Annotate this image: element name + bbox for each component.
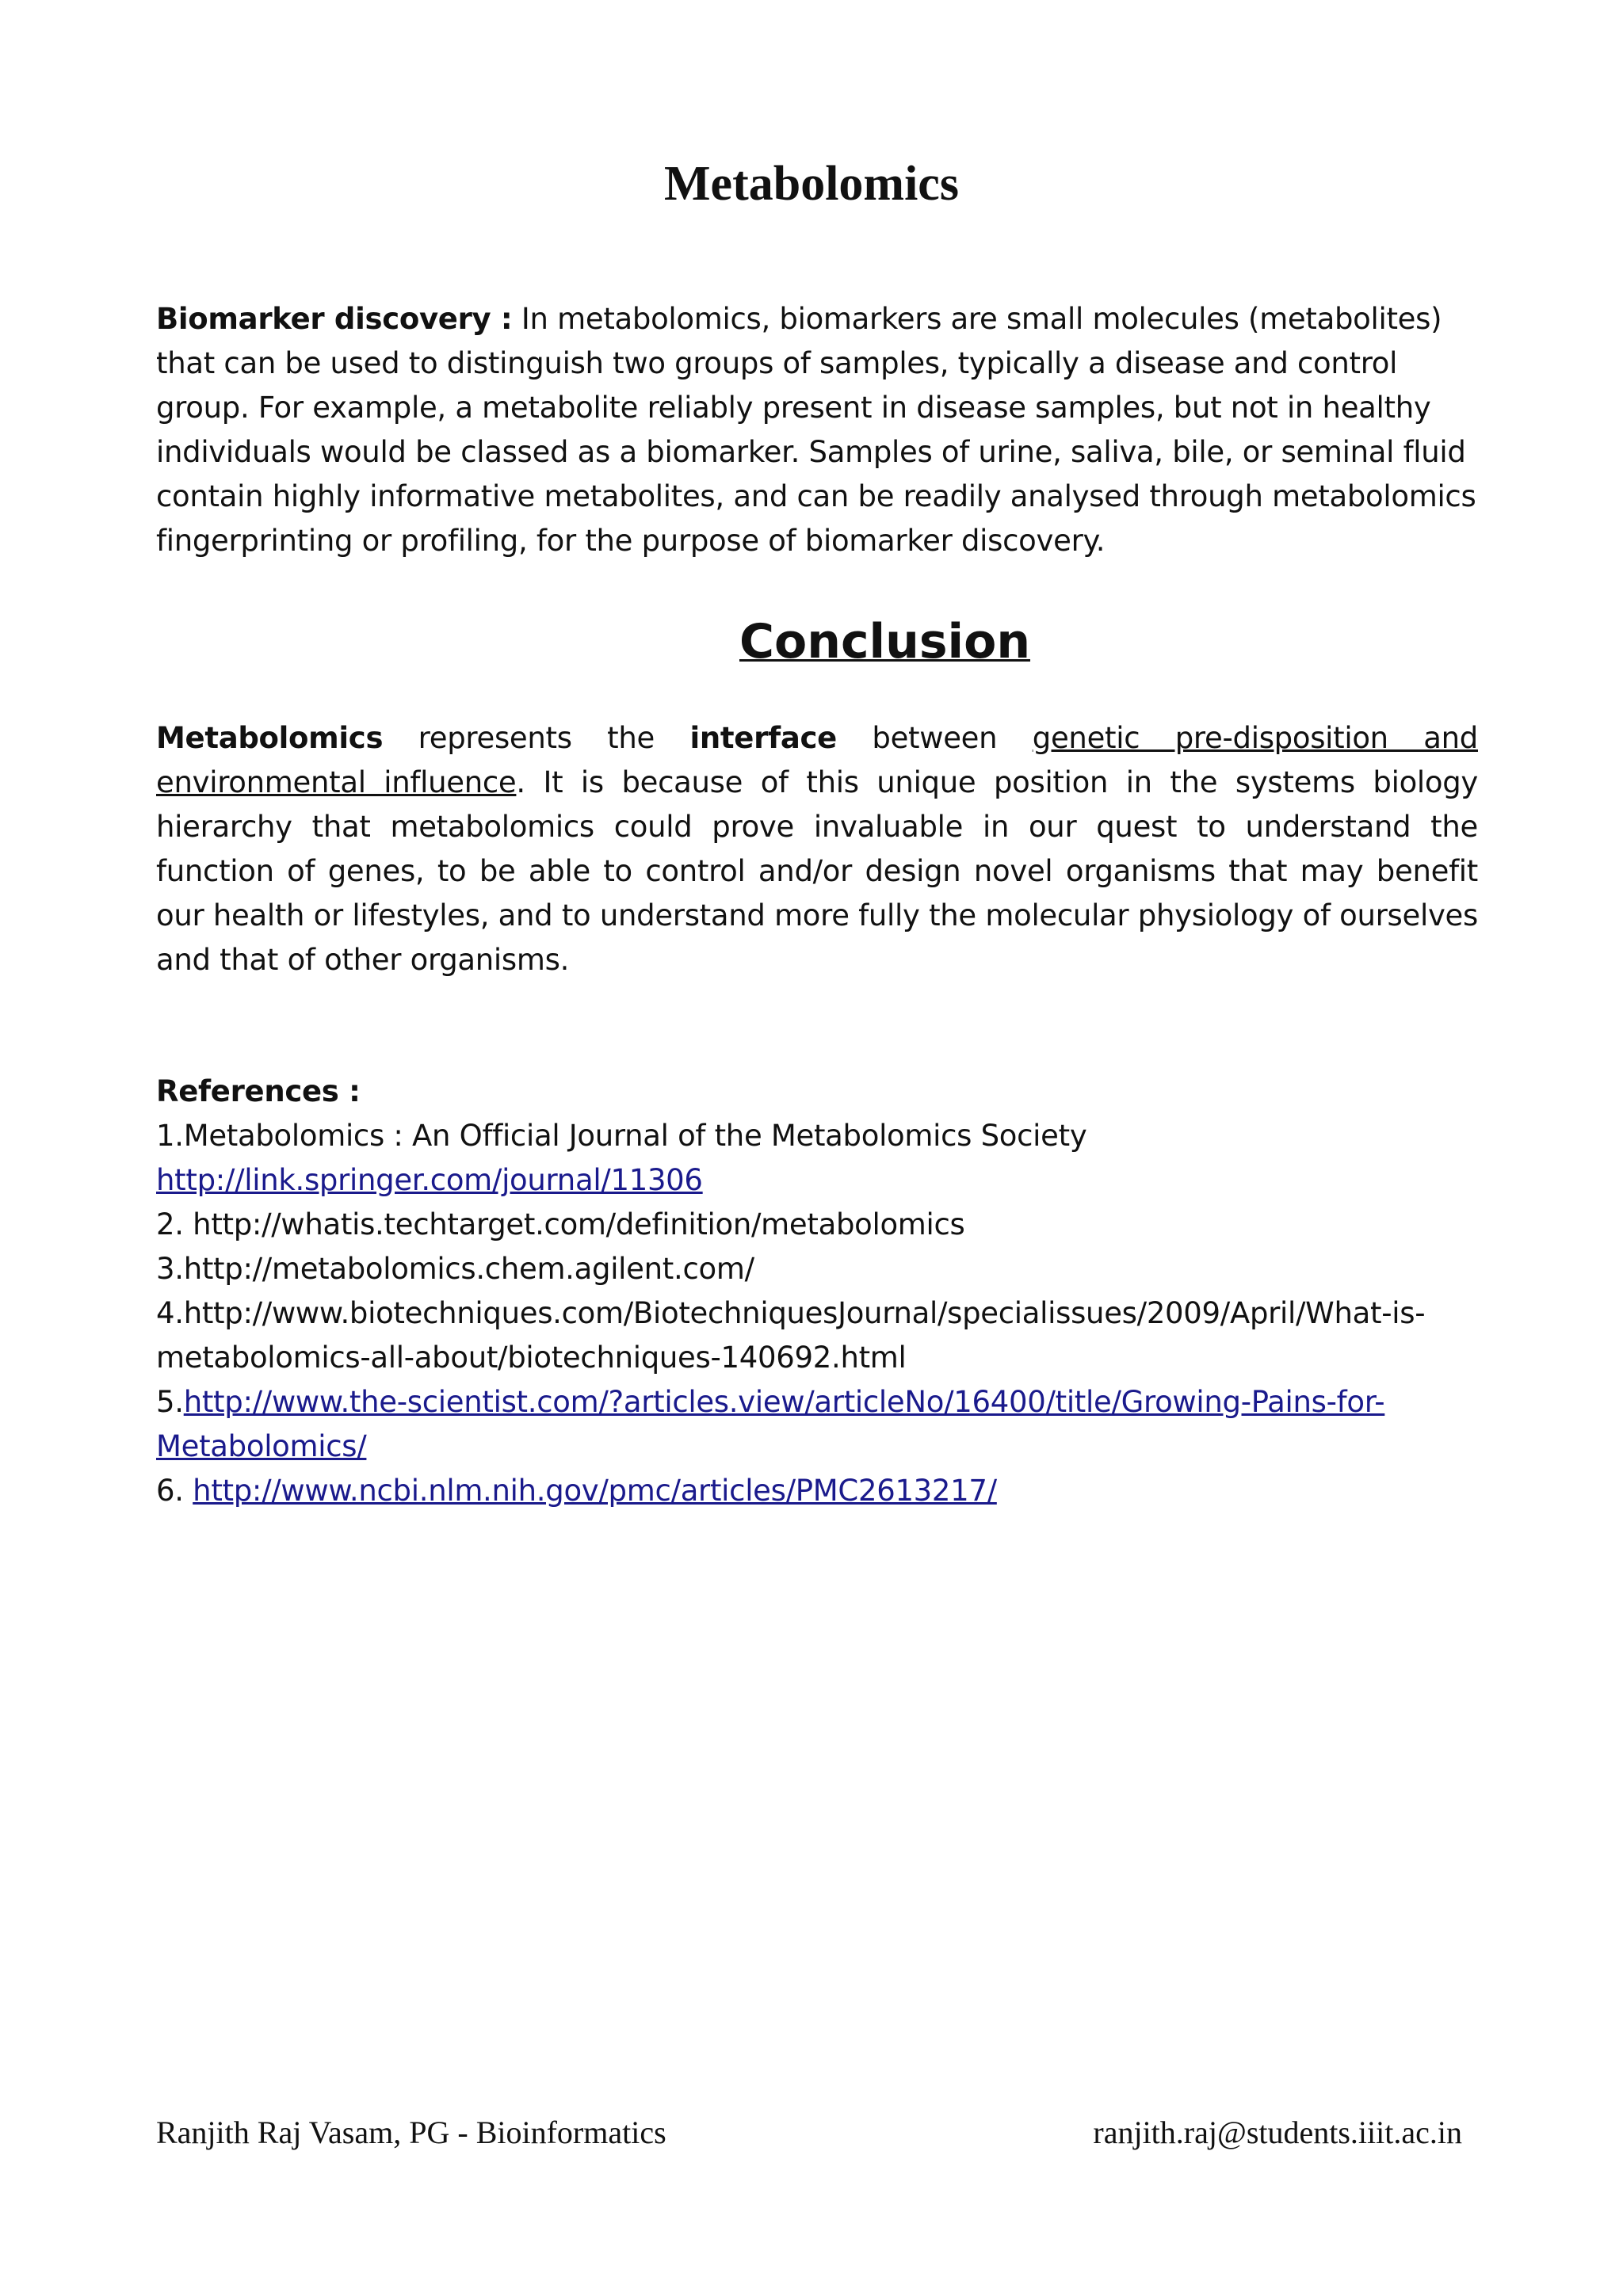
conclusion-heading: Conclusion [739,614,1031,669]
reference-5-prefix: 5. [156,1385,184,1419]
biomarker-text: In metabolomics, biomarkers are small molecules (metabolites) that can be used to distinguish two groups of samples, typically a disease and control group. For example, a metabolite reliably present in disease samples, but not in healthy individuals would be classed as a biomarker. Samples of urine, saliva, bile, or seminal fluid contain highly informative metabolites, and can be readily analysed through metabolomics fingerprinting or profiling, for the purpose of biomarker discovery. [156,302,1476,558]
footer-author: Ranjith Raj Vasam, PG - Bioinformatics [156,2115,666,2150]
reference-1-link[interactable]: http://link.springer.com/journal/11306 [156,1163,703,1197]
references-label: References : [156,1074,361,1108]
conclusion-term-interface: interface [689,721,837,755]
footer-email: ranjith.raj@students.iiit.ac.in [1093,2115,1462,2150]
conclusion-text-3: . It is because of this unique position in the systems biology hierarchy that metabolomics could prove invaluable in our quest to understand the function of genes, to be able to control and/or design novel organisms that may benefit our health or lifestyles, and to understand more fully the molecular physiology of ourselves and that of other organisms. [156,765,1478,977]
reference-4-line-1: 4.http://www.biotechniques.com/BiotechniquesJournal/specialissues/2009/April/What-is- [156,1296,1426,1330]
reference-1-text: 1.Metabolomics : An Official Journal of the Metabolomics Society [156,1119,1087,1153]
biomarker-label: Biomarker discovery : [156,302,513,336]
conclusion-text-2: between [836,721,1033,755]
conclusion-underlined-phrase: genetic pre-disposition and environmental influence [156,721,1478,799]
conclusion-text-1: represents the [383,721,690,755]
reference-5-link-line-2[interactable]: Metabolomics/ [156,1429,367,1463]
reference-6-link[interactable]: http://www.ncbi.nlm.nih.gov/pmc/articles/PMC2613217/ [193,1474,997,1508]
biomarker-paragraph [156,297,1478,563]
conclusion-paragraph [156,716,1478,982]
page-title: Metabolomics [664,157,959,211]
reference-6-prefix: 6. [156,1474,193,1508]
reference-4-line-2: metabolomics-all-about/biotechniques-140692.html [156,1341,907,1375]
reference-5-link-line-1[interactable]: http://www.the-scientist.com/?articles.view/articleNo/16400/title/Growing-Pains-for- [183,1385,1385,1419]
references-section [156,1070,1478,1513]
reference-2: 2. http://whatis.techtarget.com/definition/metabolomics [156,1207,965,1241]
conclusion-term-metabolomics: Metabolomics [156,721,384,755]
reference-3: 3.http://metabolomics.chem.agilent.com/ [156,1252,754,1286]
